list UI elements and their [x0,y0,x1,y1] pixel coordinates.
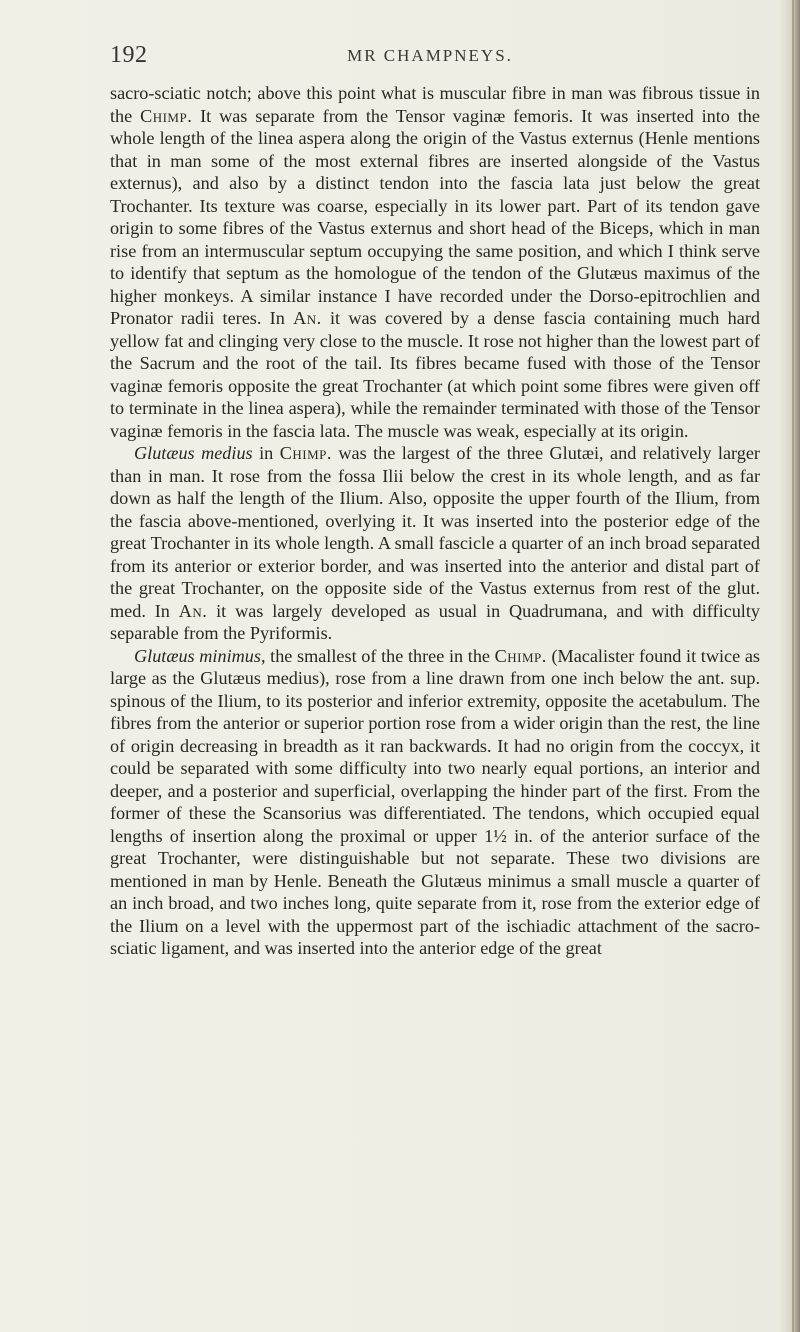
running-head: MR CHAMPNEYS. [347,46,513,65]
italic-term: Glutæus medius [134,443,253,463]
page-header [110,42,750,82]
page-edge-shadow [778,0,800,1332]
small-caps-term: An. [178,600,208,621]
small-caps-term: Chimp. [494,645,547,666]
text-run: , the smallest of the three in the [260,645,495,666]
small-caps-term: Chimp. [279,443,332,463]
paragraph [110,442,760,645]
text-run: it was largely developed as usual in Quadrumana, and with difficulty separable from the Pyriformis. [110,600,760,643]
text-run: (Macalister found it twice as large as the Glutæus medius), rose from a line drawn from one inch below the ant. sup. spinous of the Ilium, to its posterior and inferior extremity, opposite the acetabulum. The fibres from the anterior or superior portion rose from a wider origin than the rest, the line of origin decreasing in breadth as it ran backwards. It had no origin from the coccyx, it could be separated with some difficulty into two nearly equal portions, an interior and deeper, and a posterior and superficial, overlapping the hinder part of the first. From the former of these the Scansorius was differentiated. The tendons, which occupied equal lengths of insertion along the proximal or upper 1½ in. of the anterior surface of the great Trochanter, were distinguishable but not separate. These two divisions are mentioned in man by Henle. Beneath the Glutæus minimus a small muscle a quarter of an inch broad, and two inches long, quite separate from it, rose from the exterior edge of the Ilium on a level with the uppermost part of the ischiadic attachment of the sacro-sciatic ligament, and was inserted into the anterior edge of the great [110,645,760,958]
body-text [110,82,760,960]
text-run: it was covered by a dense fascia containing much hard yellow fat and clinging very close to the muscle. It rose not higher than the lowest part of the Sacrum and the root of the tail. Its fibres became fused with those of the Tensor vaginæ femoris opposite the great Trochanter (at which point some fibres were given off to terminate in the linea aspera), while the remainder terminated with those of the Tensor vaginæ femoris in the fascia lata. The muscle was weak, especially at its origin. [110,308,760,441]
paragraph [110,82,760,442]
text-run: It was separate from the Tensor vaginæ femoris. It was inserted into the whole length of the linea aspera along the origin of the Vastus externus (Henle mentions that in man some of the most external fibres are inserted alongside of the Vastus externus), and also by a distinct tendon into the fascia lata just below the great Trochanter. Its texture was coarse, especially in its lower part. Part of its tendon gave origin to some fibres of the Vastus externus and short head of the Biceps, which in man rise from an intermuscular septum occupying the same position, and which I think serve to identify that septum as the homologue of the tendon of the Glutæus maximus of the higher monkeys. A similar instance I have recorded under the Dorso-epitrochlien and Pronator radii teres. In [110,105,760,328]
page-edge-line [792,0,794,1332]
paragraph [110,645,760,960]
small-caps-term: An. [293,308,322,328]
page-number: 192 [110,42,148,68]
text-run: in [252,443,280,463]
small-caps-term: Chimp. [140,105,193,126]
italic-term: Glutæus minimus [134,645,261,666]
text-run: sacro-sciatic notch; above this point what is muscular fibre in man was fibrous tissue in the [110,83,760,126]
text-run: was the largest of the three Glutæi, and relatively larger than in man. It rose from the fossa Ilii below the crest in its whole length, and as far down as half the length of the Ilium. Also, opposite the upper fourth of the Ilium, from the fascia above-mentioned, overlying it. It was inserted into the posterior edge of the great Trochanter in its whole length. A small fascicle a quarter of an inch broad separated from its anterior or exterior border, and was inserted into the anterior and distal part of the great Trochanter, on the opposite side of the Vastus externus from rest of the glut. med. In [110,443,760,621]
